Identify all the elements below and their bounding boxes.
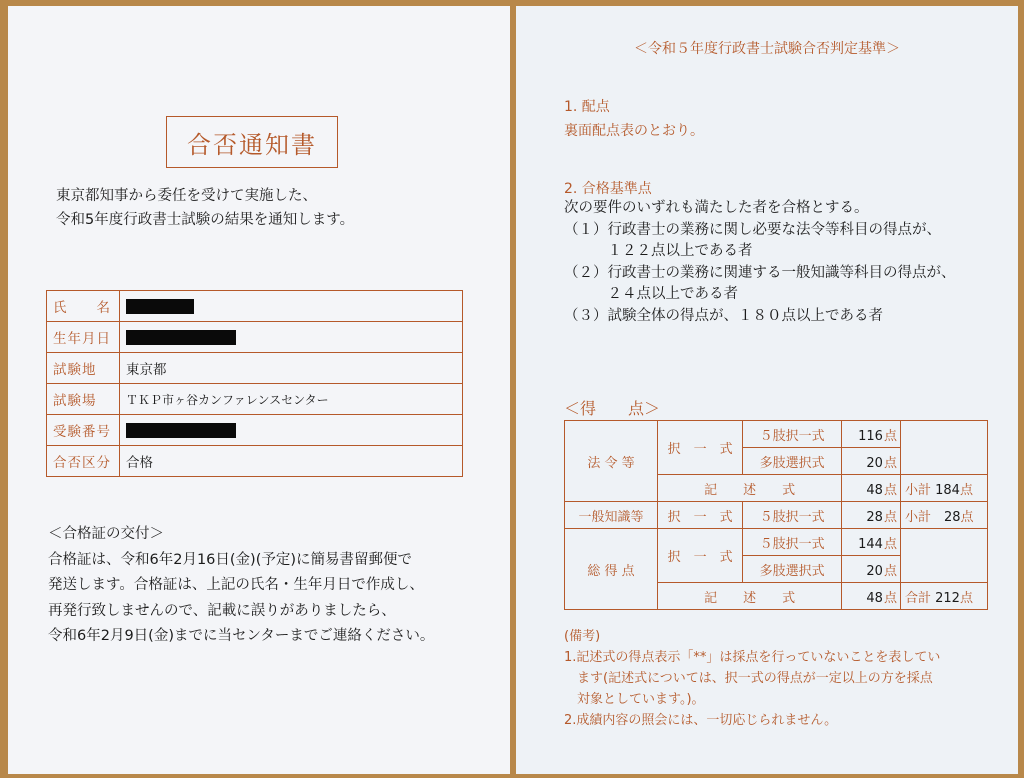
criteria-line: ２４点以上である者	[564, 286, 738, 302]
five-choice-label: ５肢択一式	[743, 502, 842, 529]
table-row	[565, 421, 988, 448]
document-title: 合否通知書	[166, 116, 338, 168]
criteria-line: （２）行政書士の業務に関連する一般知識等科目の得点が、	[564, 264, 956, 281]
multi-select-label: 多肢選択式	[743, 556, 842, 583]
multiple-choice-label: 択 一 式	[658, 421, 743, 475]
total-category-label: 総 得 点	[565, 529, 658, 610]
result-label: 合否区分	[47, 446, 120, 477]
exam-number-value	[120, 415, 463, 446]
name-value	[120, 291, 463, 322]
essay-label: 記 述 式	[658, 583, 842, 610]
notice-line: 令和6年2月9日(金)までに当センターまでご連絡ください。	[48, 628, 435, 644]
scores-heading: ＜得 点＞	[564, 399, 661, 418]
notification-page	[8, 6, 510, 774]
remarks-line: 2.成績内容の照会には、一切応じられません。	[564, 713, 838, 728]
empty-cell	[900, 529, 987, 583]
criteria-line: （３）試験全体の得点が、１８０点以上である者	[564, 307, 883, 324]
five-choice-label: ５肢択一式	[743, 529, 842, 556]
scores-table	[564, 420, 988, 610]
section-1-text: 裏面配点表のとおり。	[564, 123, 704, 139]
exam-region-value: 東京都	[120, 353, 463, 384]
table-row	[47, 353, 463, 384]
total-five-choice-score: 144点	[842, 529, 901, 556]
intro-line: 令和5年度行政書士試験の結果を通知します。	[56, 212, 355, 228]
intro-line: 東京都知事から委任を受けて実施した、	[56, 188, 317, 204]
multiple-choice-label: 択 一 式	[658, 529, 743, 583]
notice-line: 再発行致しませんので、記載に誤りがありましたら、	[48, 602, 396, 619]
section-1-heading: 1. 配点	[564, 99, 610, 115]
section-2-heading: 2. 合格基準点	[564, 181, 652, 197]
criteria-line: １２２点以上である者	[564, 243, 753, 259]
notice-line: 発送します。合格証は、上記の氏名・生年月日で作成し、	[48, 577, 424, 593]
multiple-choice-label: 択 一 式	[658, 502, 743, 529]
exam-region-label: 試験地	[47, 353, 120, 384]
general-category-label: 一般知識等	[565, 502, 658, 529]
exam-venue-label: 試験場	[47, 384, 120, 415]
table-row	[47, 322, 463, 353]
total-multi-select-score: 20点	[842, 556, 901, 583]
name-label: 氏 名	[47, 291, 120, 322]
criteria-page	[516, 6, 1018, 774]
general-five-choice-score: 28点	[842, 502, 901, 529]
redaction-bar	[126, 299, 194, 314]
criteria-line: （１）行政書士の業務に関し必要な法令等科目の得点が、	[564, 221, 941, 238]
intro-text	[56, 184, 354, 232]
table-row	[47, 415, 463, 446]
criteria-header: ＜令和５年度行政書士試験合否判定基準＞	[634, 41, 900, 57]
candidate-info-table	[46, 290, 463, 477]
exam-number-label: 受験番号	[47, 415, 120, 446]
certificate-notice	[48, 522, 434, 650]
total-essay-score: 48点	[842, 583, 901, 610]
five-choice-label: ５肢択一式	[743, 421, 842, 448]
notice-heading: ＜合格証の交付＞	[48, 526, 164, 542]
empty-cell	[900, 421, 987, 475]
remarks-line: 対象としています。)。	[564, 692, 705, 707]
remarks-heading: (備考)	[564, 629, 601, 644]
remarks-line: ます(記述式については、択一式の得点が一定以上の方を採点	[564, 671, 933, 686]
law-essay-score: 48点	[842, 475, 901, 502]
law-subtotal: 小計 184点	[900, 475, 987, 502]
multi-select-label: 多肢選択式	[743, 448, 842, 475]
table-row	[565, 502, 988, 529]
redaction-bar	[126, 330, 236, 345]
remarks-line: 1.記述式の得点表示「**」は採点を行っていないことを表してい	[564, 650, 941, 665]
law-category-label: 法 令 等	[565, 421, 658, 502]
table-row	[565, 529, 988, 556]
remarks	[564, 626, 940, 731]
law-five-choice-score: 116点	[842, 421, 901, 448]
criteria-line: 次の要件のいずれも満たした者を合格とする。	[564, 200, 869, 216]
notice-line: 合格証は、令和6年2月16日(金)(予定)に簡易書留郵便で	[48, 551, 413, 568]
result-value: 合格	[120, 446, 463, 477]
pass-criteria	[564, 198, 956, 327]
redaction-bar	[126, 423, 236, 438]
table-row	[47, 384, 463, 415]
birthdate-label: 生年月日	[47, 322, 120, 353]
grand-total: 合計 212点	[900, 583, 987, 610]
table-row	[47, 446, 463, 477]
exam-venue-value: ＴＫＰ市ヶ谷カンファレンスセンター	[120, 384, 463, 415]
general-subtotal: 小計 28点	[900, 502, 987, 529]
essay-label: 記 述 式	[658, 475, 842, 502]
law-multi-select-score: 20点	[842, 448, 901, 475]
birthdate-value	[120, 322, 463, 353]
table-row	[47, 291, 463, 322]
